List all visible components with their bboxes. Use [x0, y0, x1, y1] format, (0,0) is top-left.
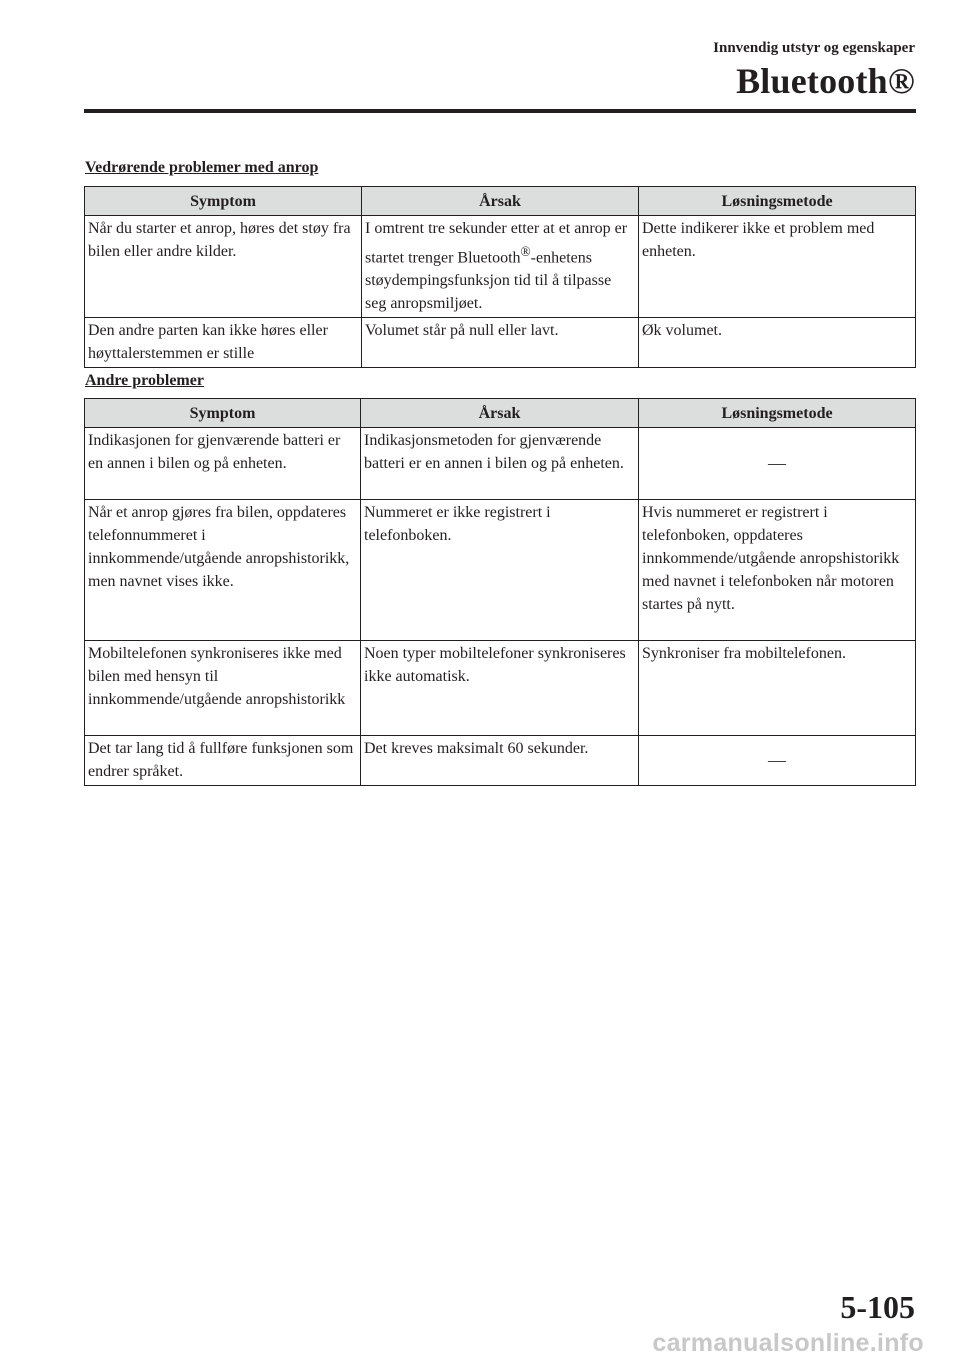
table-row	[85, 641, 916, 736]
column-header-cause: Årsak	[361, 399, 639, 428]
cause-cell: Indikasjonsmetoden for gjenværende batteri er en annen i bilen og på enheten.	[361, 428, 639, 500]
cause-cell: Volumet står på null eller lavt.	[362, 318, 639, 368]
table-row	[85, 736, 916, 786]
registered-mark: ®	[520, 244, 531, 259]
symptom-cell: Det tar lang tid å fullføre funksjonen som endrer språket.	[85, 736, 361, 786]
symptom-cell: Når et anrop gjøres fra bilen, oppdateres telefonnummeret i innkommende/utgående anropshistorikk, men navnet vises ikke.	[85, 500, 361, 641]
other-problems-table	[84, 398, 916, 786]
solution-cell: Hvis nummeret er registrert i telefonboken, oppdateres innkommende/utgående anropshistorikk med navnet i telefonboken når motoren startes på nytt.	[639, 500, 916, 641]
solution-cell: Øk volumet.	[639, 318, 916, 368]
section-title: Innvendig utstyr og egenskaper	[713, 40, 915, 56]
page-number: 5-105	[840, 1289, 915, 1325]
cause-cell: Nummeret er ikke registrert i telefonboken.	[361, 500, 639, 641]
calls-problems-heading: Vedrørende problemer med anrop	[85, 159, 319, 176]
watermark: carmanualsonline.info	[652, 1329, 924, 1357]
other-problems-heading: Andre problemer	[85, 372, 204, 389]
column-header-solution: Løsningsmetode	[639, 187, 916, 216]
page-title: Bluetooth®	[736, 61, 915, 101]
column-header-solution: Løsningsmetode	[639, 399, 916, 428]
symptom-cell: Den andre parten kan ikke høres eller høyttalerstemmen er stille	[85, 318, 362, 368]
cause-text: I omtrent tre sekunder etter at et anrop er startet trenger Bluetooth	[365, 220, 628, 267]
table-row	[85, 428, 916, 500]
symptom-cell: Mobiltelefonen synkroniseres ikke med bilen med hensyn til innkommende/utgående anropshistorikk	[85, 641, 361, 736]
table-header-row	[85, 399, 916, 428]
solution-cell: —	[639, 428, 916, 500]
column-header-symptom: Symptom	[85, 399, 361, 428]
cause-cell: Det kreves maksimalt 60 sekunder.	[361, 736, 639, 786]
cause-cell	[362, 216, 639, 318]
table-header-row	[85, 187, 916, 216]
column-header-symptom: Symptom	[85, 187, 362, 216]
cause-cell: Noen typer mobiltelefoner synkroniseres ikke automatisk.	[361, 641, 639, 736]
cause-text-continued: -enhetens støydempingsfunksjon tid til å tilpasse seg anropsmiljøet.	[365, 249, 612, 313]
solution-cell: Dette indikerer ikke et problem med enheten.	[639, 216, 916, 318]
solution-cell: —	[639, 736, 916, 786]
calls-problems-table	[84, 186, 916, 368]
table-row	[85, 318, 916, 368]
table-row	[85, 216, 916, 318]
symptom-cell: Når du starter et anrop, høres det støy fra bilen eller andre kilder.	[85, 216, 362, 318]
symptom-cell: Indikasjonen for gjenværende batteri er en annen i bilen og på enheten.	[85, 428, 361, 500]
column-header-cause: Årsak	[362, 187, 639, 216]
table-row	[85, 500, 916, 641]
header-divider	[84, 109, 916, 113]
solution-cell: Synkroniser fra mobiltelefonen.	[639, 641, 916, 736]
